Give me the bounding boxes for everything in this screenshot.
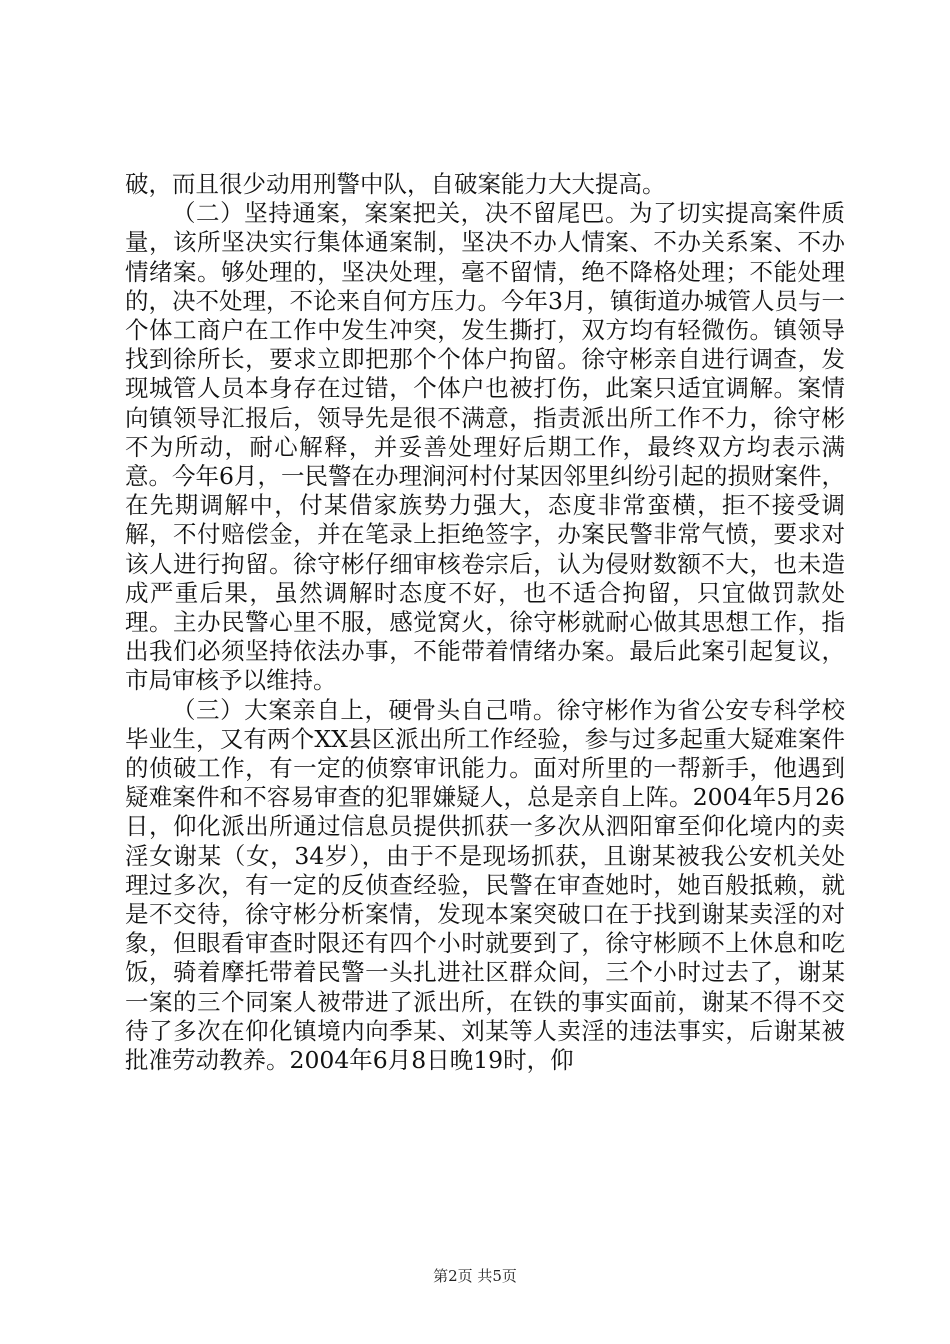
paragraph-section-three: （三）大案亲自上，硬骨头自己啃。徐守彬作为省公安专科学校毕业生，又有两个XX县区派出所工作经验，参与过多起重大疑难案件的侦破工作，有一定的侦察审讯能力。面对所里的一帮新手，他遇到疑难案件和不容易审查的犯罪嫌疑人，总是亲自上阵。2004年5月26日，仰化派出所通过信息员提供抓获一多次从泗阳窜至仰化境内的卖淫女谢某（女，34岁），由于不是现场抓获，且谢某被我公安机关处理过多次，有一定的反侦查经验，民警在审查她时，她百般抵赖，就是不交待，徐守彬分析案情，发现本案突破口在于找到谢某卖淫的对象，但眼看审查时限还有四个小时就要到了，徐守彬顾不上休息和吃饭，骑着摩托带着民警一头扎进社区群众间，三个小时过去了，谢某一案的三个同案人被带进了派出所，在铁的事实面前，谢某不得不交待了多次在仰化镇境内向季某、刘某等人卖淫的违法事实，后谢某被批准劳动教养。2004年6月8日晚19时，仰 [125, 695, 845, 1075]
document-body [125, 170, 845, 1075]
page-footer: 第2页 共5页 [433, 1267, 517, 1285]
paragraph-continuation: 破，而且很少动用刑警中队，自破案能力大大提高。 [125, 170, 666, 198]
paragraph-section-two: （二）坚持通案，案案把关，决不留尾巴。为了切实提高案件质量，该所坚决实行集体通案制，坚决不办人情案、不办关系案、不办情绪案。够处理的，坚决处理，毫不留情，绝不降格处理；不能处理的，决不处理，不论来自何方压力。今年3月，镇街道办城管人员与一个体工商户在工作中发生冲突，发生撕打，双方均有轻微伤。镇领导找到徐所长，要求立即把那个个体户拘留。徐守彬亲自进行调查，发现城管人员本身存在过错，个体户也被打伤，此案只适宜调解。案情向镇领导汇报后，领导先是很不满意，指责派出所工作不力，徐守彬不为所动，耐心解释，并妥善处理好后期工作，最终双方均表示满意。今年6月，一民警在办理涧河村付某因邻里纠纷引起的损财案件，在先期调解中，付某借家族势力强大，态度非常蛮横，拒不接受调解，不付赔偿金，并在笔录上拒绝签字，办案民警非常气愤，要求对该人进行拘留。徐守彬仔细审核卷宗后，认为侵财数额不大，也未造成严重后果，虽然调解时态度不好，也不适合拘留，只宜做罚款处理。主办民警心里不服，感觉窝火，徐守彬就耐心做其思想工作，指出我们必须坚持依法办事，不能带着情绪办案。最后此案引起复议，市局审核予以维持。 [125, 199, 845, 695]
